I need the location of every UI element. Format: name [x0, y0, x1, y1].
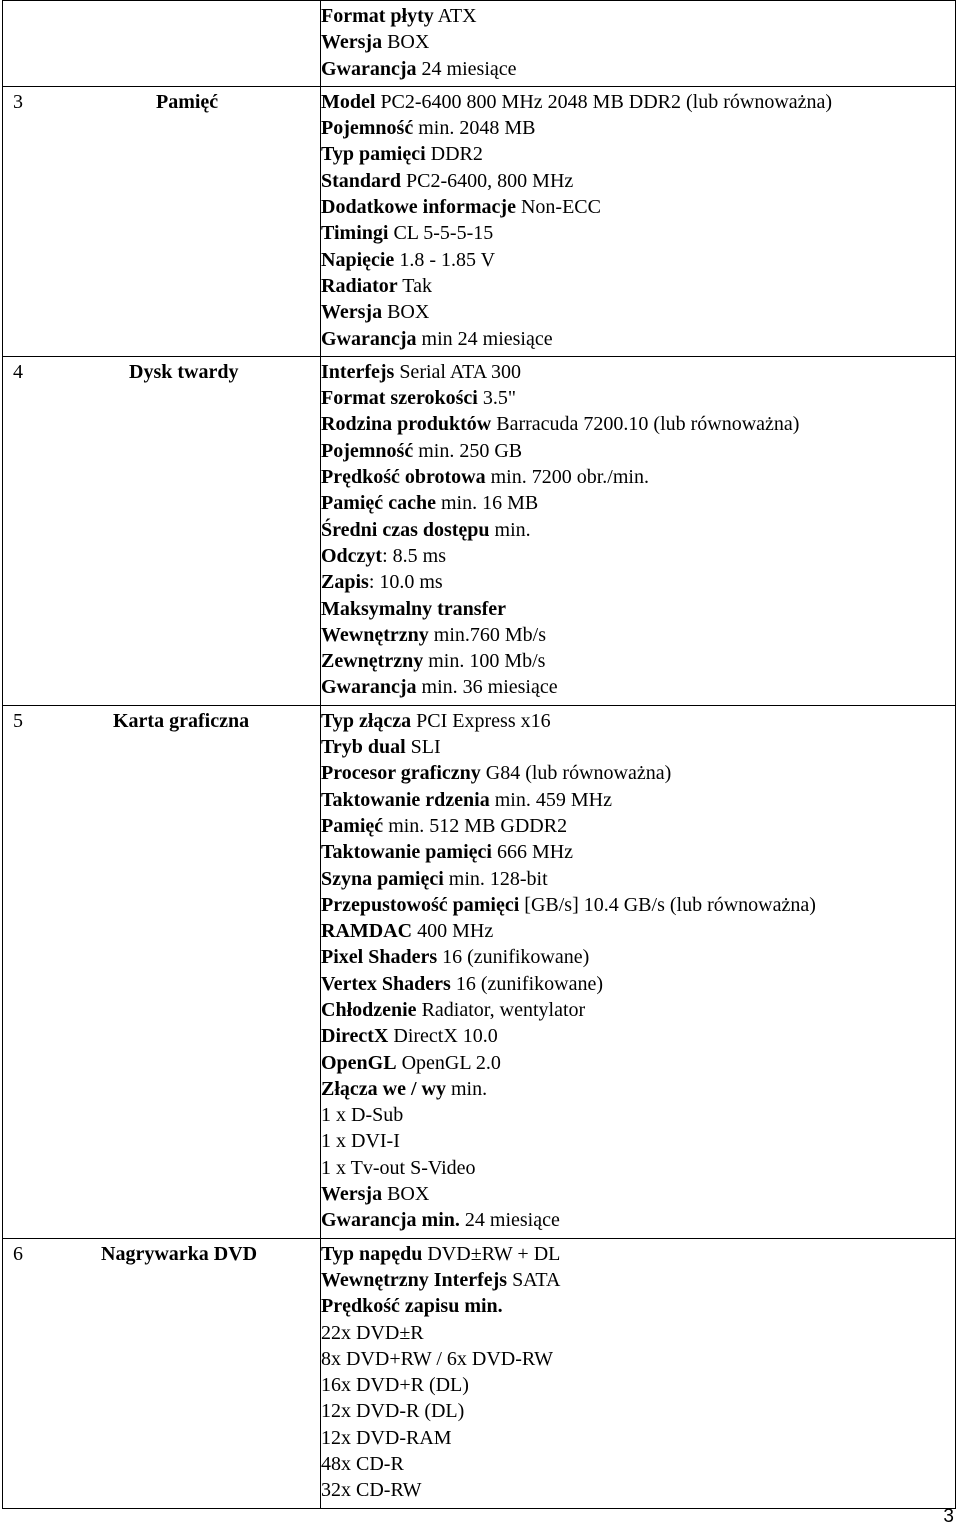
spec-label: Typ pamięci — [321, 143, 426, 166]
spec-value: min. 250 GB — [413, 439, 523, 462]
spec-line — [321, 1346, 955, 1372]
spec-label: Procesor graficzny — [321, 762, 481, 785]
spec-line — [321, 464, 955, 490]
spec-line — [321, 1267, 955, 1293]
spec-label: Napięcie — [321, 248, 395, 271]
spec-label: Złącza we / wy — [321, 1077, 446, 1100]
spec-value: 24 miesiące — [416, 57, 517, 80]
spec-label: Pixel Shaders — [321, 946, 438, 969]
row-number: 3 — [13, 90, 23, 113]
spec-value: : 10.0 ms — [368, 571, 443, 594]
spec-label: Szyna pamięci — [321, 867, 444, 890]
category-cell — [3, 1, 321, 87]
specification-cell — [321, 356, 956, 705]
category-cell — [3, 86, 321, 356]
spec-value: min. 7200 obr./min. — [485, 466, 649, 489]
spec-label: RAMDAC — [321, 920, 413, 943]
table-row — [3, 1, 956, 87]
spec-label: Prędkość zapisu min. — [321, 1295, 503, 1318]
spec-line — [321, 997, 955, 1023]
spec-value: OpenGL 2.0 — [396, 1051, 501, 1074]
row-number: 4 — [13, 360, 23, 383]
spec-label: Prędkość obrotowa — [321, 466, 486, 489]
spec-line — [321, 1477, 955, 1503]
spec-value: min. 2048 MB — [413, 117, 536, 140]
spec-value: 1 x D-Sub — [321, 1104, 404, 1127]
spec-line — [321, 1155, 955, 1181]
spec-value: CL 5-5-5-15 — [388, 222, 494, 245]
spec-value: ATX — [433, 5, 477, 27]
spec-label: Typ napędu — [321, 1242, 423, 1265]
spec-label: Pojemność — [321, 117, 414, 140]
page-number: 3 — [943, 1506, 954, 1527]
component-name: Dysk twardy — [129, 360, 239, 383]
component-name: Karta graficzna — [113, 709, 250, 732]
spec-value: 12x DVD-RAM — [321, 1426, 452, 1449]
spec-value: Tak — [397, 274, 433, 297]
spec-line — [321, 760, 955, 786]
spec-value: Non-ECC — [515, 196, 601, 219]
spec-line — [321, 168, 955, 194]
spec-value: 16x DVD+R (DL) — [321, 1374, 469, 1397]
spec-label: Wersja — [321, 301, 383, 324]
spec-value: min. 36 miesiące — [416, 676, 558, 699]
spec-label: Standard — [321, 169, 402, 192]
spec-line — [321, 674, 955, 700]
specification-cell — [321, 1, 956, 87]
spec-label: Typ złącza — [321, 709, 412, 732]
spec-line — [321, 89, 955, 115]
spec-label: Rodzina produktów — [321, 413, 492, 436]
spec-line — [321, 247, 955, 273]
category-cell — [3, 1238, 321, 1508]
spec-line — [321, 787, 955, 813]
spec-value: 16 (zunifikowane) — [450, 972, 603, 995]
spec-line — [321, 813, 955, 839]
spec-value: : 8.5 ms — [382, 544, 446, 567]
spec-label: Chłodzenie — [321, 998, 417, 1021]
spec-label: Pojemność — [321, 439, 414, 462]
spec-value: [GB/s] 10.4 GB/s (lub równoważna) — [519, 893, 816, 916]
spec-line — [321, 1102, 955, 1128]
spec-label: Wersja — [321, 31, 383, 54]
spec-line — [321, 1293, 955, 1319]
row-number: 5 — [13, 709, 23, 732]
spec-line — [321, 385, 955, 411]
spec-line — [321, 543, 955, 569]
spec-line — [321, 648, 955, 674]
spec-line — [321, 1207, 955, 1233]
spec-value: 1 x DVI-I — [321, 1130, 400, 1153]
spec-value: min. 16 MB — [435, 492, 539, 515]
spec-value: min.760 Mb/s — [428, 623, 547, 646]
spec-value: PCI Express x16 — [411, 709, 551, 732]
spec-line — [321, 708, 955, 734]
spec-line — [321, 517, 955, 543]
spec-line — [321, 1398, 955, 1424]
spec-value: 1.8 - 1.85 V — [394, 248, 496, 271]
spec-label: Gwarancja — [321, 676, 417, 699]
spec-label: Vertex Shaders — [321, 972, 451, 995]
spec-value: DVD±RW + DL — [422, 1242, 561, 1265]
table-row — [3, 86, 956, 356]
spec-value: 400 MHz — [412, 920, 494, 943]
spec-line — [321, 359, 955, 385]
spec-line — [321, 1050, 955, 1076]
table-row — [3, 705, 956, 1238]
spec-line — [321, 56, 955, 82]
spec-value: min. 128-bit — [443, 867, 548, 890]
spec-label: Gwarancja min. — [321, 1209, 460, 1232]
spec-line — [321, 1372, 955, 1398]
spec-line — [321, 866, 955, 892]
spec-label: Format szerokości — [321, 387, 478, 410]
spec-line — [321, 1181, 955, 1207]
spec-label: Pamięć cache — [321, 492, 436, 515]
spec-label: Tryb dual — [321, 736, 406, 759]
spec-label: Wewnętrzny Interfejs — [321, 1268, 508, 1291]
spec-value: 24 miesiące — [459, 1209, 560, 1232]
spec-value: min. 512 MB GDDR2 — [383, 814, 568, 837]
spec-value: BOX — [382, 301, 430, 324]
spec-value: Barracuda 7200.10 (lub równoważna) — [491, 413, 800, 436]
spec-line — [321, 299, 955, 325]
spec-value: 22x DVD±R — [321, 1321, 424, 1344]
spec-label: Gwarancja — [321, 57, 417, 80]
spec-value: DirectX 10.0 — [388, 1025, 498, 1048]
spec-value: 3.5" — [477, 387, 516, 410]
spec-value: min. 459 MHz — [489, 788, 612, 811]
spec-value: min 24 miesiące — [416, 327, 553, 350]
spec-label: Model — [321, 90, 376, 113]
spec-value: PC2-6400, 800 MHz — [401, 169, 574, 192]
spec-label: Timingi — [321, 222, 389, 245]
spec-line — [321, 438, 955, 464]
component-name: Pamięć — [156, 90, 219, 113]
spec-value: Serial ATA 300 — [394, 360, 522, 383]
spec-line — [321, 892, 955, 918]
spec-label: Przepustowość pamięci — [321, 893, 520, 916]
spec-label: Średni czas dostępu — [321, 518, 490, 541]
spec-value: min. — [445, 1077, 488, 1100]
spec-value: PC2-6400 800 MHz 2048 MB DDR2 (lub równoważna) — [375, 90, 833, 113]
spec-label: Zewnętrzny — [321, 650, 424, 673]
spec-value: 48x CD-R — [321, 1453, 404, 1476]
spec-line — [321, 490, 955, 516]
table-row — [3, 356, 956, 705]
spec-label: Pamięć — [321, 814, 384, 837]
spec-value: BOX — [382, 31, 430, 54]
spec-value: 16 (zunifikowane) — [437, 946, 590, 969]
spec-line — [321, 115, 955, 141]
spec-line — [321, 1425, 955, 1451]
spec-value: 666 MHz — [491, 841, 574, 864]
spec-line — [321, 918, 955, 944]
spec-label: Zapis — [321, 571, 369, 594]
spec-line — [321, 1023, 955, 1049]
spec-line — [321, 29, 955, 55]
spec-label: Wersja — [321, 1183, 383, 1206]
spec-label: Radiator — [321, 274, 398, 297]
spec-table — [2, 0, 956, 1509]
spec-value: min. 100 Mb/s — [423, 650, 546, 673]
spec-label: DirectX — [321, 1025, 389, 1048]
spec-line — [321, 273, 955, 299]
spec-value: 8x DVD+RW / 6x DVD-RW — [321, 1347, 554, 1370]
spec-line — [321, 1241, 955, 1267]
spec-label: Gwarancja — [321, 327, 417, 350]
spec-value: DDR2 — [425, 143, 483, 166]
spec-line — [321, 839, 955, 865]
spec-label: Format płyty — [321, 5, 434, 27]
spec-line — [321, 944, 955, 970]
component-name: Nagrywarka DVD — [101, 1242, 258, 1265]
spec-label: OpenGL — [321, 1051, 397, 1074]
spec-line — [321, 1320, 955, 1346]
spec-value: G84 (lub równoważna) — [480, 762, 672, 785]
spec-label: Interfejs — [321, 360, 395, 383]
spec-label: Odczyt — [321, 544, 383, 567]
specification-cell — [321, 86, 956, 356]
spec-line — [321, 220, 955, 246]
spec-line — [321, 326, 955, 352]
spec-line — [321, 734, 955, 760]
spec-line — [321, 1451, 955, 1477]
spec-label: Maksymalny transfer — [321, 597, 506, 620]
spec-label: Dodatkowe informacje — [321, 196, 516, 219]
spec-line — [321, 622, 955, 648]
category-cell — [3, 705, 321, 1238]
spec-label: Taktowanie rdzenia — [321, 788, 490, 811]
spec-label: Taktowanie pamięci — [321, 841, 492, 864]
spec-line — [321, 971, 955, 997]
spec-line — [321, 1128, 955, 1154]
row-number: 6 — [13, 1242, 23, 1265]
spec-value: 32x CD-RW — [321, 1479, 422, 1502]
specification-cell — [321, 1238, 956, 1508]
specification-cell — [321, 705, 956, 1238]
spec-table-body — [3, 1, 956, 1509]
spec-value: 1 x Tv-out S-Video — [321, 1156, 476, 1179]
spec-line — [321, 194, 955, 220]
spec-line — [321, 141, 955, 167]
spec-line — [321, 1076, 955, 1102]
spec-value: BOX — [382, 1183, 430, 1206]
spec-label: Wewnętrzny — [321, 623, 429, 646]
spec-value: SATA — [507, 1268, 561, 1291]
spec-line — [321, 596, 955, 622]
spec-value: 12x DVD-R (DL) — [321, 1400, 465, 1423]
spec-value: Radiator, wentylator — [416, 998, 586, 1021]
spec-value: min. — [489, 518, 531, 541]
spec-line — [321, 411, 955, 437]
category-cell — [3, 356, 321, 705]
spec-value: SLI — [405, 736, 441, 759]
table-row — [3, 1238, 956, 1508]
spec-line — [321, 569, 955, 595]
spec-line — [321, 3, 955, 29]
